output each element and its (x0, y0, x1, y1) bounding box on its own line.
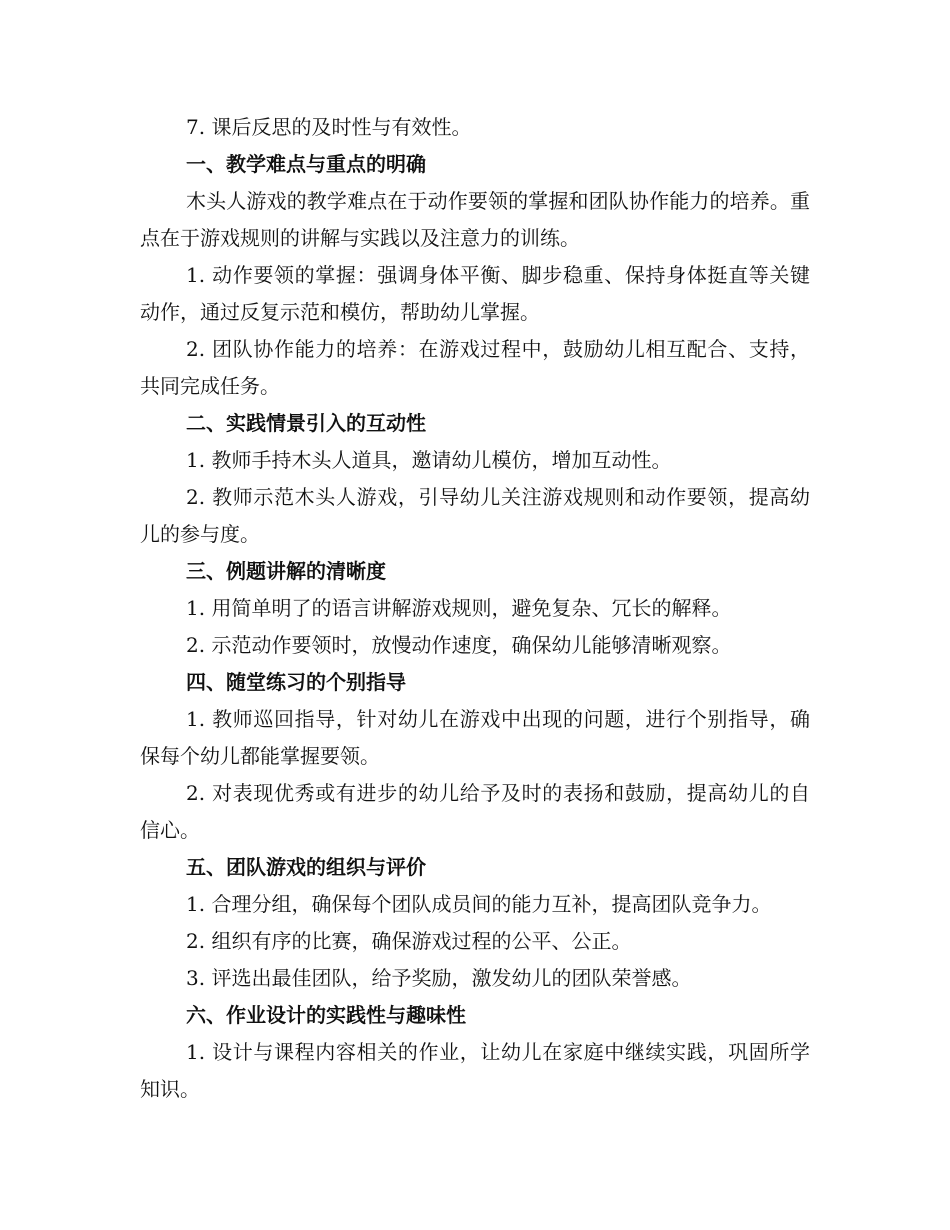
document-body (140, 109, 810, 1108)
heading-6: 六、作业设计的实践性与趣味性 (186, 1003, 466, 1027)
heading-1: 一、教学难点与重点的明确 (186, 152, 426, 176)
item-2-1: 1. 教师手持木头人道具，邀请幼儿模仿，增加互动性。 (186, 448, 672, 472)
para-difficulty-focus: 木头人游戏的教学难点在于动作要领的掌握和团队协作能力的培养。重点在于游戏规则的讲解与实践以及注意力的训练。 (140, 189, 810, 250)
item-1-2: 2. 团队协作能力的培养：在游戏过程中，鼓励幼儿相互配合、支持，共同完成任务。 (140, 337, 810, 398)
heading-4: 四、随堂练习的个别指导 (186, 670, 406, 694)
item-5-1: 1. 合理分组，确保每个团队成员间的能力互补，提高团队竞争力。 (186, 892, 772, 916)
item-3-2: 2. 示范动作要领时，放慢动作速度，确保幼儿能够清晰观察。 (186, 633, 732, 657)
item-7-reflection: 7. 课后反思的及时性与有效性。 (186, 115, 472, 139)
heading-2: 二、实践情景引入的互动性 (186, 411, 426, 435)
heading-3: 三、例题讲解的清晰度 (186, 559, 386, 583)
item-3-1: 1. 用简单明了的语言讲解游戏规则，避免复杂、冗长的解释。 (186, 596, 732, 620)
heading-5: 五、团队游戏的组织与评价 (186, 855, 426, 879)
item-1-1: 1. 动作要领的掌握：强调身体平衡、脚步稳重、保持身体挺直等关键动作，通过反复示范和模仿，帮助幼儿掌握。 (140, 263, 810, 324)
item-6-1: 1. 设计与课程内容相关的作业，让幼儿在家庭中继续实践，巩固所学知识。 (140, 1040, 810, 1101)
item-4-2: 2. 对表现优秀或有进步的幼儿给予及时的表扬和鼓励，提高幼儿的自信心。 (140, 781, 810, 842)
item-2-2: 2. 教师示范木头人游戏，引导幼儿关注游戏规则和动作要领，提高幼儿的参与度。 (140, 485, 810, 546)
item-4-1: 1. 教师巡回指导，针对幼儿在游戏中出现的问题，进行个别指导，确保每个幼儿都能掌握要领。 (140, 707, 810, 768)
item-5-3: 3. 评选出最佳团队，给予奖励，激发幼儿的团队荣誉感。 (186, 966, 692, 990)
item-5-2: 2. 组织有序的比赛，确保游戏过程的公平、公正。 (186, 929, 632, 953)
